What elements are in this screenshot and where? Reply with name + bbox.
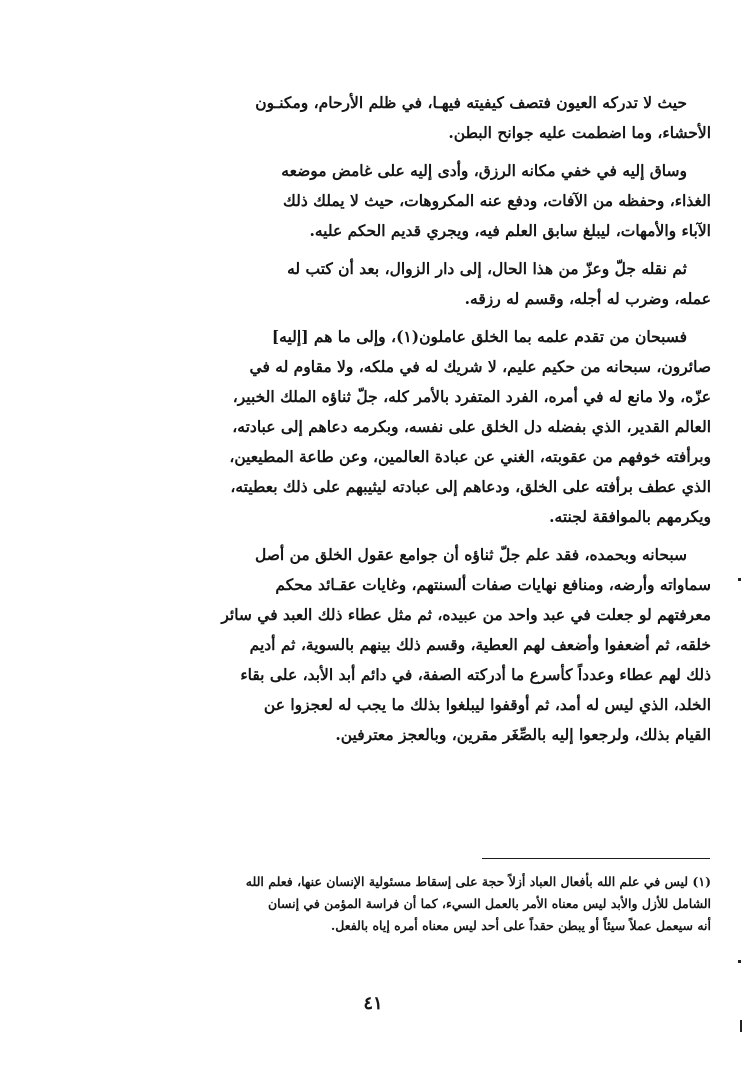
paragraph-4: فسبحان من تقدم علمه بما الخلق عاملون(١)، وإلى ما هم [إليه] صائرون، سبحانه من حكيم عليم، لا شريك له في ملكه، ولا مقاوم له في عزّه، ولا مانع له في أمره، الفرد المتفرد بالأمر كله، جلّ ثناؤه الملك الخبير، العالم القدير، الذي بفضله دل الخلق على نفسه، وبكرمه دعاهم إلى عبادته، وبرأفته خوفهم من عقوبته، الغني عن عبادة العالمين، وعن طاعة المطيعين، الذي عطف برأفته على الخلق، ودعاهم إلى عبادته ليثيبهم على ذلك بعطيته، ويكرمهم بالموافقة لجنته. — [229, 327, 711, 526]
paragraph-3: ثم نقله جلّ وعزّ من هذا الحال، إلى دار الزوال، بعد أن كتب له عمله، وضرب له أجله، وقسم له رزقه. — [287, 259, 711, 308]
page-number: ٤١ — [363, 993, 383, 1014]
paragraph-2: وساق إليه في خفي مكانه الرزق، وأدى إليه على غامض موضعه الغذاء، وحفظه من الآفات، ودفع عنه المكروهات، حيث لا يملك ذلك الآباء والأمهات، ليبلغ سابق العلم فيه، ويجري قديم الحكم عليه. — [281, 161, 711, 240]
footnote-separator — [482, 858, 710, 859]
footnote: (١) ليس في علم الله بأفعال العباد أزلاً حجة على إسقاط مسئولية الإنسان عنها، فعلم الله الشامل للأزل والأبد ليس معناه الأمر بالعمل السيء، كما أن فراسة المؤمن في إنسان أنه سيعمل عملاً سيئاً أو يبطن حقداً على أحد ليس معناه أمره إياه بالفعل. — [245, 874, 711, 933]
main-text — [103, 88, 711, 758]
margin-mark — [740, 1020, 742, 1032]
margin-mark — [738, 578, 741, 581]
paragraph-5: سبحانه وبحمده، فقد علم جلّ ثناؤه أن جوامع عقول الخلق من أصل سماواته وأرضه، ومنافع نهايات صفات ألسنتهم، وغايات عقـائد محكم معرفتهم لو جعلت في عبد واحد من عبيده، ثم مثل عطاء ذلك العبد في سائر خلقه، ثم أضعفوا وأضعف لهم العطية، وقسم ذلك بينهم بالسوية، ثم أديم ذلك لهم عطاء وعدداً كأسرع ما أدركته الصفة، في دائم أبد الأبد، على بقاء الخلد، الذي ليس له أمد، ثم أوقفوا ليبلغوا بذلك ما يجب له لعجزوا عن القيام بذلك، ولرجعوا إليه بالصِّغَر مقرين، وبالعجز معترفين. — [221, 545, 711, 744]
margin-mark — [738, 960, 741, 963]
paragraph-1: حيث لا تدركه العيون فتصف كيفيته فيهـا، في ظلم الأرحام، ومكنـون الأحشاء، وما اضطمت عليه جوانح البطن. — [255, 93, 711, 142]
